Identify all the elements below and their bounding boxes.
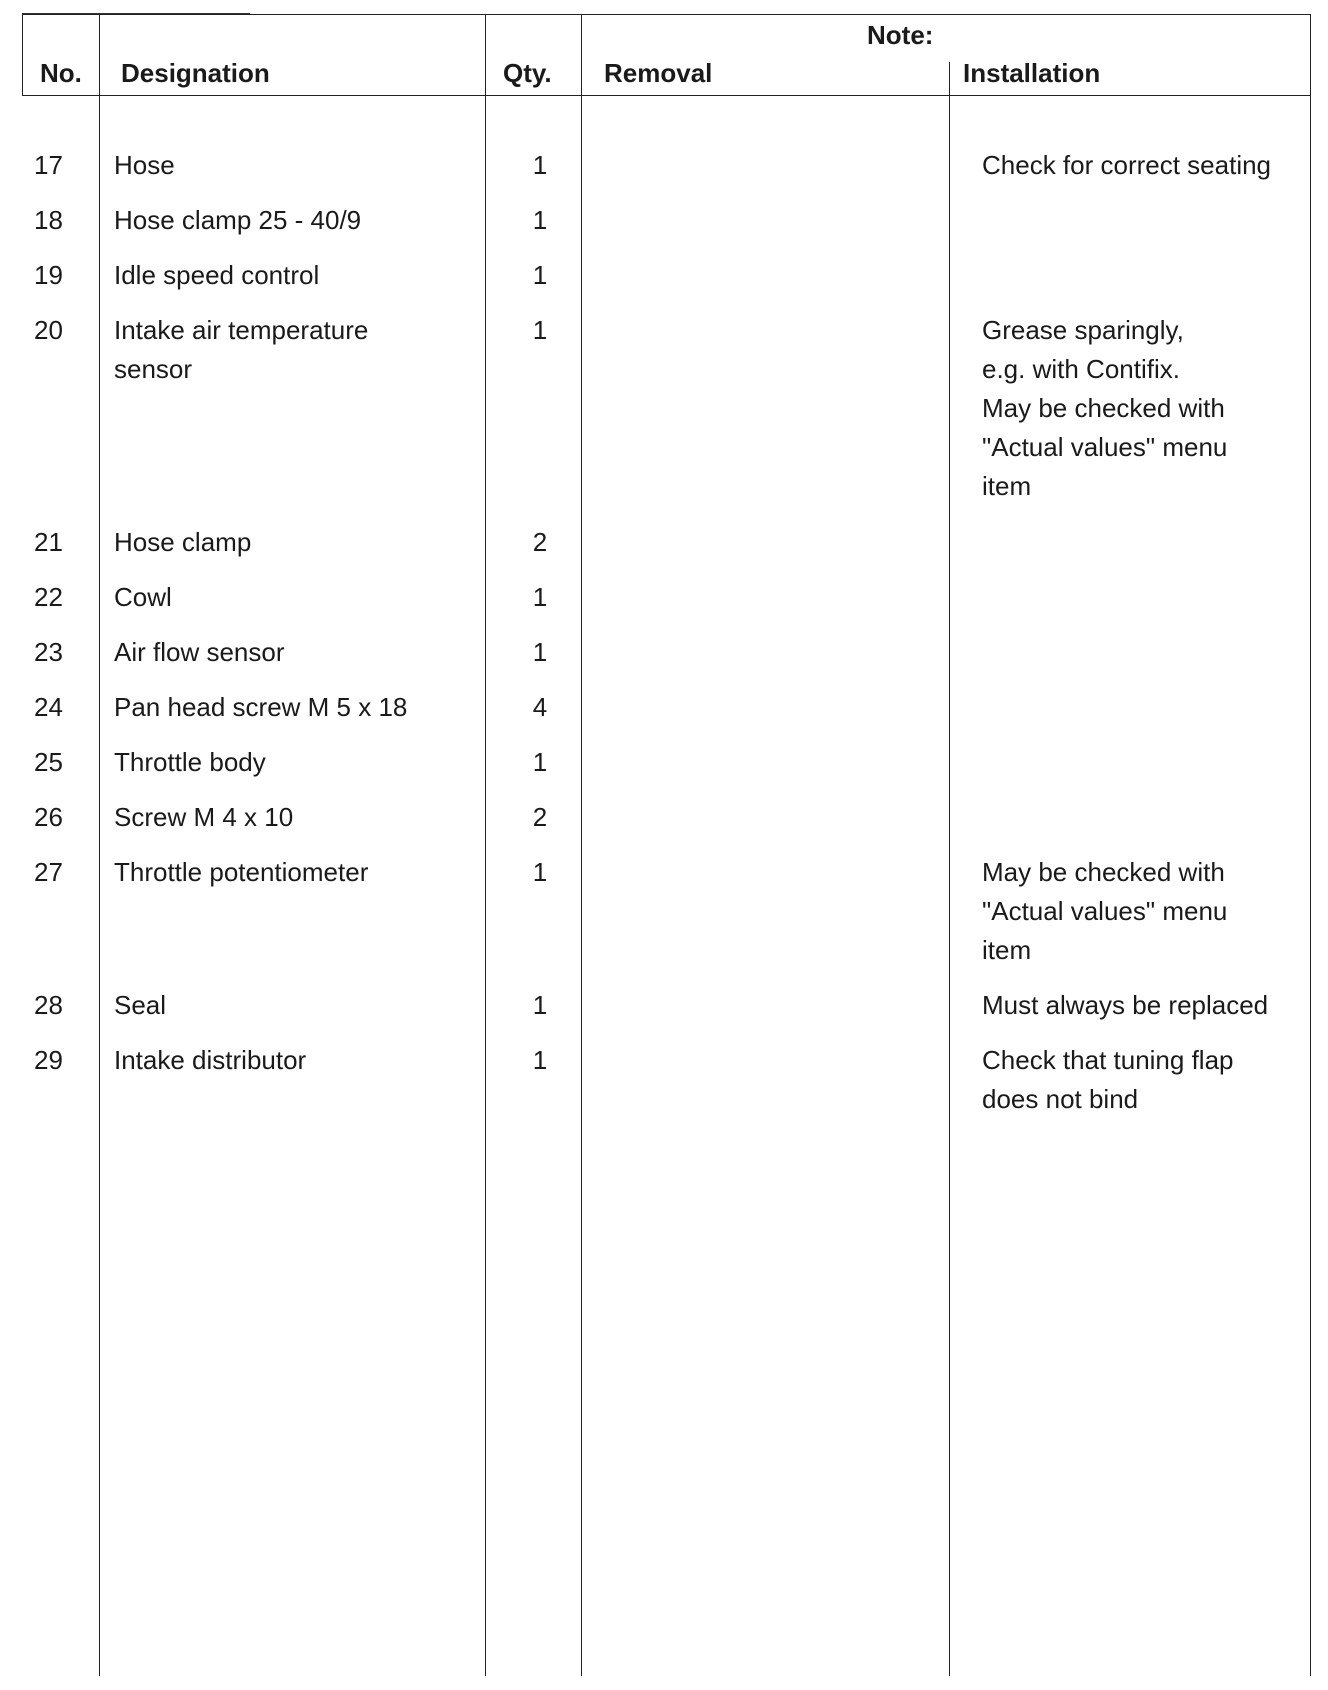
row-29-installation-line: Check that tuning flap — [982, 1045, 1234, 1075]
row-29-qty: 1 — [532, 1045, 548, 1075]
row-20-installation-line: e.g. with Contifix. — [982, 354, 1180, 384]
row-18-qty: 1 — [532, 205, 548, 235]
row-18-no: 18 — [34, 205, 63, 235]
row-24-no: 24 — [34, 692, 63, 722]
divider-no — [99, 14, 100, 1676]
row-17-installation — [982, 146, 1271, 185]
row-29-installation-line: does not bind — [982, 1084, 1139, 1114]
row-27-installation — [982, 853, 1227, 970]
row-25-qty: 1 — [532, 747, 548, 777]
row-21-qty: 2 — [532, 527, 548, 557]
row-18-designation: Hose clamp 25 - 40/9 — [114, 205, 362, 235]
row-20-installation — [982, 311, 1227, 506]
row-17-designation: Hose — [114, 150, 175, 180]
row-20-qty: 1 — [532, 315, 548, 345]
row-19-no: 19 — [34, 260, 63, 290]
row-24-designation: Pan head screw M 5 x 18 — [114, 692, 408, 722]
row-20-installation-line: May be checked with — [982, 393, 1225, 423]
row-22-qty: 1 — [532, 582, 548, 612]
row-25-no: 25 — [34, 747, 63, 777]
row-29-no: 29 — [34, 1045, 63, 1075]
divider-removal — [949, 62, 950, 1676]
divider-qty — [581, 14, 582, 1676]
row-28-installation-line: Must always be replaced — [982, 990, 1269, 1020]
left-border — [22, 14, 23, 96]
right-border — [1310, 14, 1311, 1676]
row-24-qty: 4 — [532, 692, 548, 722]
header-removal: Removal — [604, 58, 713, 88]
row-22-no: 22 — [34, 582, 63, 612]
table-top-border — [22, 14, 1310, 15]
divider-designation — [485, 14, 486, 1676]
row-20-installation-line: "Actual values" menu — [982, 432, 1228, 462]
row-19-designation: Idle speed control — [114, 260, 320, 290]
header-note: Note: — [867, 20, 934, 50]
row-20-installation-line: Grease sparingly, — [982, 315, 1184, 345]
row-27-installation-line: item — [982, 935, 1032, 965]
row-17-no: 17 — [34, 150, 63, 180]
header-designation: Designation — [121, 58, 270, 88]
row-28-no: 28 — [34, 990, 63, 1020]
row-20-installation-line: item — [982, 471, 1032, 501]
row-21-no: 21 — [34, 527, 63, 557]
row-20-no: 20 — [34, 315, 63, 345]
row-25-designation: Throttle body — [114, 747, 266, 777]
row-22-designation: Cowl — [114, 582, 172, 612]
row-27-designation: Throttle potentiometer — [114, 857, 369, 887]
row-28-designation: Seal — [114, 990, 167, 1020]
header-bottom-border — [22, 95, 1310, 96]
row-27-no: 27 — [34, 857, 63, 887]
row-29-designation: Intake distributor — [114, 1045, 307, 1075]
row-26-designation: Screw M 4 x 10 — [114, 802, 294, 832]
row-26-no: 26 — [34, 802, 63, 832]
row-28-qty: 1 — [532, 990, 548, 1020]
row-20-designation — [114, 311, 368, 389]
header-installation: Installation — [963, 58, 1101, 88]
row-29-installation — [982, 1041, 1234, 1119]
row-19-qty: 1 — [532, 260, 548, 290]
row-26-qty: 2 — [532, 802, 548, 832]
row-23-designation: Air flow sensor — [114, 637, 285, 667]
row-27-qty: 1 — [532, 857, 548, 887]
row-28-installation — [982, 986, 1268, 1025]
row-17-qty: 1 — [532, 150, 548, 180]
row-23-qty: 1 — [532, 637, 548, 667]
row-20-designation-line: sensor — [114, 354, 193, 384]
row-17-installation-line: Check for correct seating — [982, 150, 1272, 180]
header-no: No. — [40, 58, 82, 88]
row-27-installation-line: May be checked with — [982, 857, 1225, 887]
row-23-no: 23 — [34, 637, 63, 667]
row-21-designation: Hose clamp — [114, 527, 252, 557]
row-20-designation-line: Intake air temperature — [114, 315, 369, 345]
header-qty: Qty. — [503, 58, 552, 88]
row-27-installation-line: "Actual values" menu — [982, 896, 1228, 926]
